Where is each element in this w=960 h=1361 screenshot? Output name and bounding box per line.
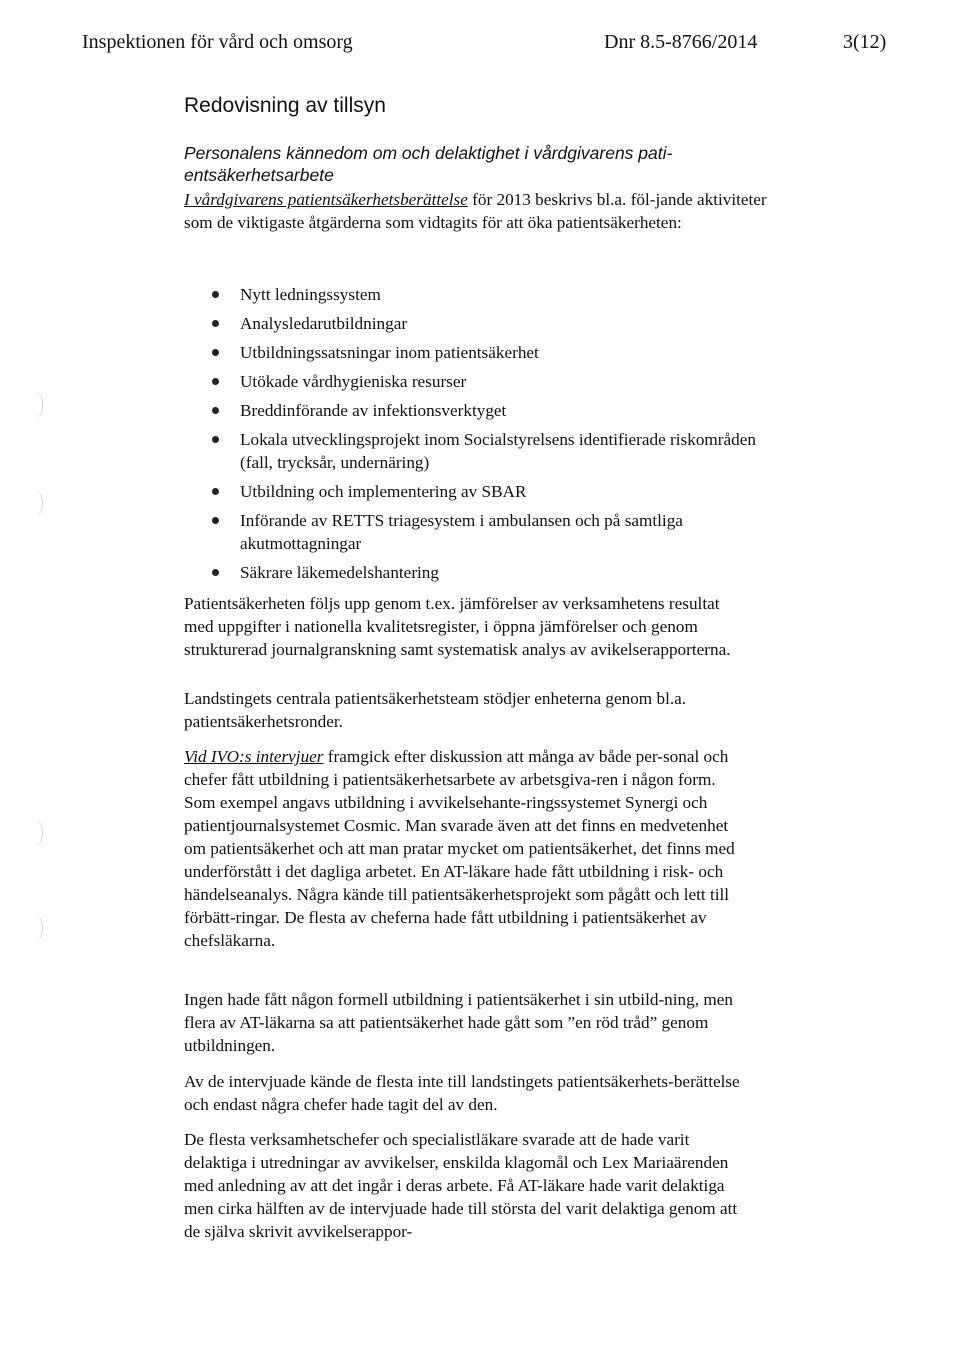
list-item-text: Utökade vårdhygieniska resurser bbox=[240, 372, 467, 391]
list-item-text: Införande av RETTS triagesystem i ambulansen och på samtliga akutmottagningar bbox=[240, 511, 683, 553]
bullet-icon bbox=[212, 320, 219, 327]
list-item bbox=[212, 370, 772, 393]
bullet-icon bbox=[212, 488, 219, 495]
header-dnr: Dnr 8.5-8766/2014 bbox=[604, 31, 758, 53]
paragraph-central-team: Landstingets centrala patientsäkerhetsteam stödjer enheterna genom bl.a. patientsäkerhetsronder. bbox=[184, 689, 687, 731]
paragraph-formal-training: Ingen hade fått någon formell utbildning i patientsäkerhet i sin utbild-ning, men flera av AT-läkarna sa att patientsäkerhet hade gått som ”en röd tråd” genom utbildningen. bbox=[184, 990, 733, 1055]
bullet-icon bbox=[212, 569, 219, 576]
subsection-title-line-2: entsäkerhetsarbete bbox=[184, 165, 334, 185]
paragraph-story-awareness: Av de intervjuade kände de flesta inte till landstingets patientsäkerhets-berättelse och endast några chefer hade tagit del av den. bbox=[184, 1072, 740, 1114]
subsection-title bbox=[184, 142, 784, 186]
bullet-icon bbox=[212, 436, 219, 443]
activity-list bbox=[212, 283, 772, 584]
list-item-text: Analysledarutbildningar bbox=[240, 314, 408, 333]
list-item-text: Säkrare läkemedelshantering bbox=[240, 563, 439, 582]
bullet-icon bbox=[212, 349, 219, 356]
interviews-text: framgick efter diskussion att många av både per-sonal och chefer fått utbildning i patientsäkerhetsarbete av arbetsgiva-ren i någon form. Som exempel angavs utbildning i avvikelsehante-ringssystemet Synergi och patientjournalsystemet Cosmic. Man svarade även att det finns en medvetenhet om patientsäkerhet och att man pratar mycket om patientsäkerhet, det finns med underförstått i det dagliga arbetet. En AT-läkare hade fått utbildning i risk- och händelseanalys. Några kände till patientsäkerhetsprojekt som pågått och lett till förbätt-ringar. De flesta av cheferna hade fått utbildning i patientsäkerhet av chefsläkarna. bbox=[184, 747, 735, 950]
list-item bbox=[212, 509, 772, 555]
paragraph-involvement: De flesta verksamhetschefer och specialistläkare svarade att de hade varit delaktiga i utredningar av avvikelser, enskilda klagomål och Lex Mariaärenden med anledning av att det ingår i deras arbete. Få AT-läkare hade varit delaktiga men cirka hälften av de intervjuade hade till största del varit delaktiga genom att de själva skrivit avvikelserappor- bbox=[184, 1130, 738, 1241]
scan-margin-mark bbox=[28, 490, 43, 516]
bullet-icon bbox=[212, 378, 219, 385]
bullet-icon bbox=[212, 291, 219, 298]
list-item-text: Breddinförande av infektionsverktyget bbox=[240, 401, 507, 420]
header-organization: Inspektionen för vård och omsorg bbox=[82, 31, 353, 53]
interviews-reference: Vid IVO:s intervjuer bbox=[184, 747, 324, 766]
header-page-number: 3(12) bbox=[843, 31, 887, 53]
list-item bbox=[212, 283, 772, 306]
list-item bbox=[212, 561, 772, 584]
list-item-text: Nytt ledningssystem bbox=[240, 285, 381, 304]
list-item-text: Utbildningssatsningar inom patientsäkerhet bbox=[240, 343, 539, 362]
intro-paragraph bbox=[184, 188, 774, 234]
list-item bbox=[212, 480, 772, 503]
scan-margin-mark bbox=[28, 392, 43, 418]
section-title: Redovisning av tillsyn bbox=[184, 94, 386, 117]
list-item bbox=[212, 428, 772, 474]
intro-reference: I vårdgivarens patientsäkerhetsberättelse bbox=[184, 190, 468, 209]
list-item bbox=[212, 312, 772, 335]
list-item bbox=[212, 399, 772, 422]
bullet-icon bbox=[212, 517, 219, 524]
subsection-title-line-1: Personalens kännedom om och delaktighet i vårdgivarens pati- bbox=[184, 143, 673, 163]
list-item bbox=[212, 341, 772, 364]
scan-margin-mark bbox=[28, 820, 43, 846]
paragraph-follow-up: Patientsäkerheten följs upp genom t.ex. jämförelser av verksamhetens resultat med uppgifter i nationella kvalitetsregister, i öppna jämförelser och genom strukturerad journalgranskning samt systematisk analys av avikelserapporterna. bbox=[184, 594, 731, 659]
paragraph-interviews bbox=[184, 745, 744, 952]
intro-text: för 2013 beskrivs bl.a. föl-jande aktiviteter som de viktigaste åtgärderna som vidtagits för att öka patientsäkerheten: bbox=[184, 190, 767, 232]
scan-margin-mark bbox=[28, 915, 43, 941]
list-item-text: Lokala utvecklingsprojekt inom Socialstyrelsens identifierade riskområden (fall, trycksår, undernäring) bbox=[240, 430, 756, 472]
list-item-text: Utbildning och implementering av SBAR bbox=[240, 482, 527, 501]
bullet-icon bbox=[212, 407, 219, 414]
